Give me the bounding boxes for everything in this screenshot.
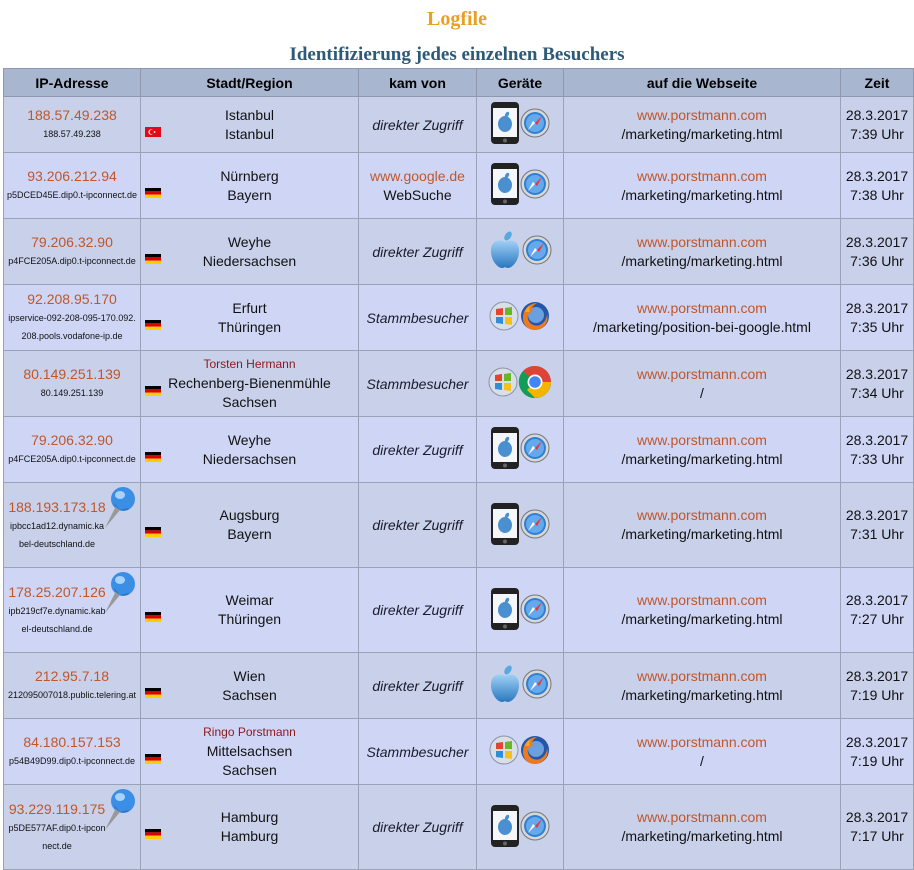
page-path: /marketing/marketing.html	[621, 828, 783, 844]
visitor-name: Torsten Hermann	[203, 357, 296, 371]
time-cell	[841, 219, 914, 285]
logfile-table	[3, 68, 914, 870]
city-name: Weyhe	[227, 431, 272, 448]
ip-wrap	[4, 167, 140, 204]
safari-icon	[520, 433, 550, 466]
apple-icon	[488, 665, 522, 706]
ip-address-link[interactable]: 188.57.49.238	[27, 107, 117, 123]
windows-icon	[489, 301, 519, 334]
page-path: /marketing/marketing.html	[621, 125, 783, 142]
windows-icon	[488, 367, 518, 400]
column-header-page[interactable]: auf die Webseite	[564, 69, 841, 97]
page-cell	[564, 417, 841, 483]
region-name: Thüringen	[217, 318, 282, 335]
table-row[interactable]	[4, 417, 914, 483]
referrer-text: direkter Zugriff	[372, 116, 463, 133]
ip-cell	[4, 785, 141, 870]
referrer-text: direkter Zugriff	[372, 819, 463, 835]
referrer-text: direkter Zugriff	[372, 441, 463, 458]
mobile-apple-icon	[490, 587, 520, 634]
ip-cell	[4, 153, 141, 219]
visitor-name: Ringo Porstmann	[203, 725, 296, 739]
ip-cell	[4, 719, 141, 785]
referrer-cell	[359, 417, 477, 483]
site-link[interactable]: www.porstmann.com	[637, 733, 767, 750]
table-row[interactable]	[4, 785, 914, 870]
ip-address-link[interactable]: 178.25.207.126	[8, 583, 106, 600]
time-cell	[841, 285, 914, 351]
devices-cell	[477, 568, 564, 653]
page-cell	[564, 483, 841, 568]
ip-cell	[4, 97, 141, 153]
germany-flag-icon	[145, 383, 161, 393]
ip-wrap	[4, 365, 140, 402]
region-name: Niedersachsen	[202, 252, 297, 269]
hostname: p54B49D99.dip0.t-ipconnect.de	[8, 756, 136, 766]
time-cell	[841, 653, 914, 719]
region-name: Bayern	[227, 526, 272, 542]
visit-time: 7:35 Uhr	[850, 318, 904, 335]
referrer-text: direkter Zugriff	[372, 517, 463, 533]
city-cell	[141, 219, 359, 285]
mobile-apple-icon	[490, 426, 520, 473]
city-cell	[141, 351, 359, 417]
site-link[interactable]: www.porstmann.com	[637, 809, 767, 825]
ip-address-link[interactable]: 92.208.95.170	[27, 291, 117, 307]
time-cell	[841, 351, 914, 417]
page-cell	[564, 351, 841, 417]
ip-cell	[4, 285, 141, 351]
page-cell	[564, 653, 841, 719]
page-path: /marketing/marketing.html	[621, 611, 783, 627]
visit-time: 7:19 Uhr	[850, 752, 904, 769]
ip-address-link[interactable]: 188.193.173.18	[8, 498, 106, 515]
time-cell	[841, 97, 914, 153]
page-path: /marketing/marketing.html	[621, 450, 783, 467]
referrer-text: Stammbesucher	[366, 743, 469, 760]
hostname: 80.149.251.139	[40, 388, 104, 398]
page-path: /marketing/marketing.html	[621, 186, 783, 203]
time-cell	[841, 417, 914, 483]
germany-flag-icon	[145, 251, 161, 261]
hostname: p4FCE205A.dip0.t-ipconnect.de	[8, 454, 136, 464]
devices-cell	[477, 483, 564, 568]
region-name: Sachsen	[222, 762, 277, 778]
city-name: Rechenberg-Bienenmühle	[168, 375, 331, 391]
devices-cell	[477, 285, 564, 351]
region-name: Niedersachsen	[202, 450, 297, 467]
city-name: Erfurt	[232, 299, 267, 316]
ip-wrap	[4, 106, 140, 143]
ip-cell	[4, 219, 141, 285]
germany-flag-icon	[145, 449, 161, 459]
site-link[interactable]: www.porstmann.com	[637, 592, 767, 608]
visit-date: 28.3.2017	[845, 592, 909, 608]
column-header-time[interactable]: Zeit	[841, 69, 914, 97]
safari-icon	[520, 169, 550, 202]
devices-cell	[477, 417, 564, 483]
ip-cell	[4, 417, 141, 483]
city-name: Hamburg	[220, 809, 279, 825]
page-path: /	[700, 384, 704, 401]
germany-flag-icon	[145, 185, 161, 195]
page-subtitle: Identifizierung jedes einzelnen Besuchers	[289, 44, 625, 65]
germany-flag-icon	[145, 317, 161, 327]
page-path: /marketing/position-bei-google.html	[593, 318, 811, 335]
mobile-apple-icon	[490, 502, 520, 549]
page-cell	[564, 153, 841, 219]
ip-wrap	[4, 431, 140, 468]
ip-address-link[interactable]: 79.206.32.90	[31, 432, 113, 448]
ip-cell	[4, 483, 141, 568]
city-name: Weimar	[225, 592, 274, 608]
referrer-cell	[359, 153, 477, 219]
time-cell	[841, 719, 914, 785]
visit-time: 7:36 Uhr	[850, 252, 904, 269]
referrer-cell	[359, 483, 477, 568]
firefox-icon	[519, 734, 551, 769]
ip-address-link[interactable]: 79.206.32.90	[31, 234, 113, 250]
city-name: Mittelsachsen	[206, 743, 293, 759]
germany-flag-icon	[145, 685, 161, 695]
table-row[interactable]	[4, 153, 914, 219]
safari-icon	[520, 108, 550, 141]
table-row[interactable]	[4, 97, 914, 153]
turkey-flag-icon	[145, 124, 161, 134]
visit-date: 28.3.2017	[845, 431, 909, 448]
city-cell	[141, 153, 359, 219]
referrer-text: direkter Zugriff	[372, 602, 463, 618]
table-row[interactable]	[4, 568, 914, 653]
site-link[interactable]: www.porstmann.com	[637, 365, 767, 382]
referrer-link[interactable]: www.google.de	[370, 167, 465, 184]
germany-flag-icon	[145, 751, 161, 761]
table-row[interactable]	[4, 285, 914, 351]
page-title: Logfile	[427, 8, 487, 30]
page-cell	[564, 219, 841, 285]
page-cell	[564, 285, 841, 351]
hostname: 188.57.49.238	[43, 129, 101, 139]
hostname: p5DCED45E.dip0.t-ipconnect.de	[6, 190, 138, 200]
table-row[interactable]	[4, 483, 914, 568]
ip-cell	[4, 568, 141, 653]
site-link[interactable]: www.porstmann.com	[637, 106, 767, 123]
ip-cell	[4, 653, 141, 719]
city-name: Augsburg	[219, 507, 280, 523]
referrer-cell	[359, 653, 477, 719]
visit-date: 28.3.2017	[845, 106, 909, 123]
visit-time: 7:34 Uhr	[850, 384, 904, 401]
visit-date: 28.3.2017	[845, 809, 909, 825]
column-header-referrer[interactable]: kam von	[359, 69, 477, 97]
table-row[interactable]	[4, 219, 914, 285]
referrer-cell	[359, 97, 477, 153]
city-cell	[141, 483, 359, 568]
page-cell	[564, 568, 841, 653]
hostname: 212095007018.public.telering.at	[7, 690, 137, 700]
city-name: Wien	[233, 667, 266, 684]
mobile-apple-icon	[490, 101, 520, 148]
table-row[interactable]	[4, 719, 914, 785]
hostname: ipservice-092-208-095-170.092.208.pools.vodafone-ip.de	[8, 313, 136, 341]
ip-wrap	[4, 667, 140, 704]
safari-icon	[520, 811, 550, 844]
city-cell	[141, 785, 359, 870]
devices-cell	[477, 785, 564, 870]
devices-cell	[477, 219, 564, 285]
site-link[interactable]: www.porstmann.com	[637, 233, 767, 250]
map-pin-icon[interactable]	[102, 571, 138, 615]
ip-wrap	[4, 233, 140, 270]
referrer-cell	[359, 219, 477, 285]
firefox-icon	[519, 300, 551, 335]
page-path: /marketing/marketing.html	[621, 252, 783, 269]
visit-time: 7:31 Uhr	[850, 526, 904, 542]
visit-date: 28.3.2017	[845, 299, 909, 316]
chrome-icon	[518, 365, 552, 402]
column-header-city[interactable]: Stadt/Region	[141, 69, 359, 97]
time-cell	[841, 153, 914, 219]
site-link[interactable]: www.porstmann.com	[637, 167, 767, 184]
ip-wrap	[4, 290, 140, 345]
city-name: Weyhe	[227, 233, 272, 250]
page-cell	[564, 719, 841, 785]
time-cell	[841, 483, 914, 568]
ip-address-link[interactable]: 93.229.119.175	[8, 800, 106, 817]
visit-time: 7:33 Uhr	[850, 450, 904, 467]
devices-cell	[477, 97, 564, 153]
visit-date: 28.3.2017	[845, 667, 909, 684]
city-cell	[141, 97, 359, 153]
hostname: ipb219cf7e.dynamic.kabel-deutschland.de	[8, 605, 106, 634]
apple-icon	[488, 231, 522, 272]
ip-address-link[interactable]: 80.149.251.139	[23, 366, 121, 382]
referrer-cell	[359, 568, 477, 653]
devices-cell	[477, 153, 564, 219]
germany-flag-icon	[145, 609, 161, 619]
city-cell	[141, 653, 359, 719]
referrer-text: Stammbesucher	[366, 375, 469, 392]
ip-cell	[4, 351, 141, 417]
region-name: Thüringen	[217, 611, 282, 627]
safari-icon	[522, 669, 552, 702]
column-header-devices[interactable]: Geräte	[477, 69, 564, 97]
time-cell	[841, 785, 914, 870]
safari-icon	[522, 235, 552, 268]
devices-cell	[477, 351, 564, 417]
page-path: /marketing/marketing.html	[621, 686, 783, 703]
ip-wrap	[4, 733, 140, 770]
region-name: Sachsen	[222, 686, 277, 703]
referrer-cell	[359, 285, 477, 351]
referrer-type: WebSuche	[383, 186, 452, 203]
region-name: Istanbul	[224, 125, 275, 142]
map-pin-icon[interactable]	[102, 486, 138, 530]
visit-date: 28.3.2017	[845, 167, 909, 184]
visit-date: 28.3.2017	[845, 233, 909, 250]
visit-time: 7:27 Uhr	[850, 611, 904, 627]
page-cell	[564, 785, 841, 870]
hostname: p4FCE205A.dip0.t-ipconnect.de	[8, 256, 136, 266]
visit-time: 7:39 Uhr	[850, 125, 904, 142]
site-link[interactable]: www.porstmann.com	[637, 299, 767, 316]
map-pin-icon[interactable]	[102, 788, 138, 832]
city-cell	[141, 417, 359, 483]
site-link[interactable]: www.porstmann.com	[637, 667, 767, 684]
referrer-cell	[359, 785, 477, 870]
mobile-apple-icon	[490, 162, 520, 209]
visit-date: 28.3.2017	[845, 365, 909, 382]
city-name: Istanbul	[224, 106, 275, 123]
referrer-text: direkter Zugriff	[372, 677, 463, 694]
windows-icon	[489, 735, 519, 768]
page-cell	[564, 97, 841, 153]
column-header-ip[interactable]: IP-Adresse	[4, 69, 141, 97]
visit-date: 28.3.2017	[845, 507, 909, 523]
time-cell	[841, 568, 914, 653]
visit-time: 7:19 Uhr	[850, 686, 904, 703]
referrer-cell	[359, 719, 477, 785]
safari-icon	[520, 509, 550, 542]
city-cell	[141, 568, 359, 653]
table-row[interactable]	[4, 653, 914, 719]
devices-cell	[477, 653, 564, 719]
site-link[interactable]: www.porstmann.com	[637, 431, 767, 448]
germany-flag-icon	[145, 524, 161, 534]
site-link[interactable]: www.porstmann.com	[637, 507, 767, 523]
region-name: Sachsen	[222, 394, 277, 410]
region-name: Bayern	[227, 186, 272, 203]
visit-time: 7:17 Uhr	[850, 828, 904, 844]
page-path: /marketing/marketing.html	[621, 526, 783, 542]
safari-icon	[520, 594, 550, 627]
visit-date: 28.3.2017	[845, 733, 909, 750]
visit-time: 7:38 Uhr	[850, 186, 904, 203]
hostname: ipbcc1ad12.dynamic.kabel-deutschland.de	[9, 520, 105, 549]
table-header-row	[4, 69, 914, 97]
ip-address-link[interactable]: 93.206.212.94	[27, 168, 117, 184]
page-path: /	[700, 752, 704, 769]
ip-address-link[interactable]: 84.180.157.153	[23, 734, 121, 750]
region-name: Hamburg	[220, 828, 279, 844]
referrer-text: Stammbesucher	[366, 309, 469, 326]
table-row[interactable]	[4, 351, 914, 417]
city-name: Nürnberg	[220, 167, 279, 184]
referrer-text: direkter Zugriff	[372, 243, 463, 260]
city-cell	[141, 285, 359, 351]
germany-flag-icon	[145, 826, 161, 836]
ip-address-link[interactable]: 212.95.7.18	[35, 668, 109, 684]
mobile-apple-icon	[490, 804, 520, 851]
city-cell	[141, 719, 359, 785]
hostname: p5DE577AF.dip0.t-ipconnect.de	[8, 822, 106, 851]
devices-cell	[477, 719, 564, 785]
referrer-cell	[359, 351, 477, 417]
